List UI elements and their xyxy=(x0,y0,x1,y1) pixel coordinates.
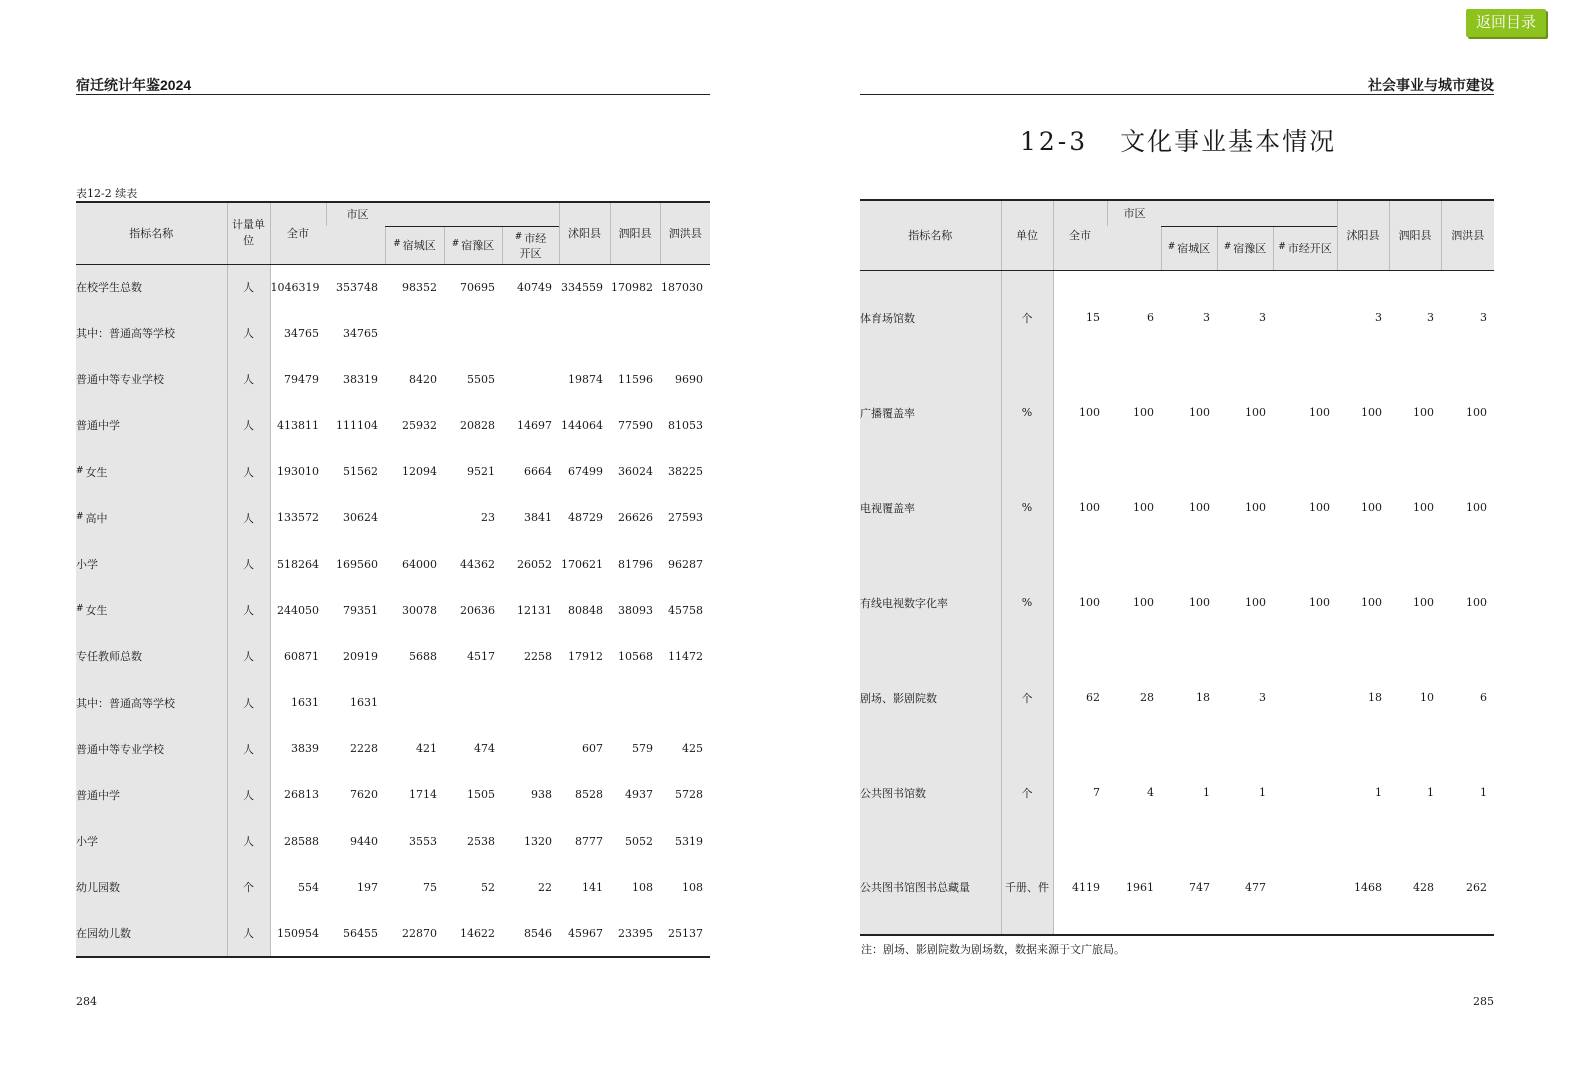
table-cell: 100 xyxy=(1245,596,1266,609)
table-row xyxy=(76,402,710,448)
table-cell: 100 xyxy=(1309,596,1330,609)
table-cell: 98352 xyxy=(402,280,437,294)
table-cell: 44362 xyxy=(460,557,495,571)
table-cell: 334559 xyxy=(561,280,603,294)
table-cell: 1961 xyxy=(1107,840,1161,935)
table-cell: 20828 xyxy=(460,418,495,432)
row-unit: 个 xyxy=(1001,745,1053,840)
table-cell: 52 xyxy=(481,880,495,894)
table-row xyxy=(76,310,710,356)
table-cell: 1 xyxy=(1427,786,1434,799)
row-unit: 人 xyxy=(227,726,270,772)
table-cell: 169560 xyxy=(336,557,378,571)
table-cell: 2258 xyxy=(524,649,552,663)
table-cell: 1 xyxy=(1259,786,1266,799)
table-cell: 1631 xyxy=(350,696,378,710)
table-cell: 28588 xyxy=(284,834,319,848)
table-row xyxy=(860,460,1494,555)
table-cell: 80848 xyxy=(568,603,603,617)
table-cell xyxy=(444,680,502,726)
table-cell: 2538 xyxy=(467,834,495,848)
table-cell: 60871 xyxy=(284,649,319,663)
header-indicator-name: 指标名称 xyxy=(860,200,1001,270)
table-cell: 1046319 xyxy=(270,280,320,294)
table-cell: 56455 xyxy=(326,910,385,956)
right-header-rule xyxy=(860,94,1494,95)
header-suyu: # 宿豫区 xyxy=(444,226,502,264)
table-cell: 22 xyxy=(538,880,552,894)
table-cell xyxy=(444,310,502,356)
table-cell: 3 xyxy=(1427,311,1434,325)
table-cell: 38319 xyxy=(343,372,378,386)
row-label: 小学 xyxy=(76,541,227,587)
table-cell: 6664 xyxy=(524,465,552,479)
header-unit: 单位 xyxy=(1001,200,1053,270)
table-cell: 5052 xyxy=(625,834,653,848)
table-cell xyxy=(502,680,559,726)
table-cell: 477 xyxy=(1217,840,1273,935)
table-cell: 11472 xyxy=(668,649,703,663)
row-label: 公共图书馆图书总藏量 xyxy=(860,840,1001,935)
education-table xyxy=(76,201,710,958)
table-cell: 1631 xyxy=(291,696,319,710)
table-cell: 23395 xyxy=(610,910,660,956)
right-running-head: 社会事业与城市建设 xyxy=(1368,77,1494,93)
table-cell: 18 xyxy=(1368,691,1382,704)
table-cell: 11596 xyxy=(618,372,653,386)
table-cell: 111104 xyxy=(336,418,378,432)
table-cell: 100 xyxy=(1413,406,1434,419)
table-cell: 3839 xyxy=(291,742,319,756)
table-cell: 518264 xyxy=(277,557,319,571)
table-cell: 4 xyxy=(1147,786,1154,799)
table-cell: 3 xyxy=(1203,311,1210,325)
table-cell: 170621 xyxy=(561,557,603,571)
table-row xyxy=(76,587,710,633)
header-urban-spacer xyxy=(1107,226,1161,270)
table-cell: 141 xyxy=(582,880,603,894)
table-cell: 1 xyxy=(1375,786,1382,799)
table-cell xyxy=(502,726,559,772)
table-cell: 100 xyxy=(1245,501,1266,514)
row-unit: 人 xyxy=(227,818,270,864)
header-sihong: 泗洪县 xyxy=(660,202,710,264)
table-cell: 9690 xyxy=(675,372,703,386)
table-cell: 5505 xyxy=(467,372,495,386)
table-cell: 3553 xyxy=(409,834,437,848)
table-cell: 15 xyxy=(1086,311,1100,325)
row-unit: 人 xyxy=(227,910,270,956)
table-cell: 100 xyxy=(1361,406,1382,419)
table-row xyxy=(76,449,710,495)
table-cell: 3 xyxy=(1480,311,1487,325)
table-cell: 9440 xyxy=(350,834,378,848)
table-cell: 474 xyxy=(474,742,495,756)
table-cell: 81053 xyxy=(668,418,703,432)
table-cell: 30624 xyxy=(343,511,378,525)
table-cell: 67499 xyxy=(568,465,603,479)
table-cell: 193010 xyxy=(277,465,319,479)
table-cell: 14697 xyxy=(517,418,552,432)
table-row xyxy=(76,818,710,864)
table-cell: 10568 xyxy=(618,649,653,663)
row-unit: 人 xyxy=(227,264,270,310)
table-cell: 262 xyxy=(1441,840,1494,935)
table-cell: 20636 xyxy=(460,603,495,617)
header-sihong: 泗洪县 xyxy=(1441,200,1494,270)
row-unit: 人 xyxy=(227,772,270,818)
row-label: 剧场、影剧院数 xyxy=(860,650,1001,745)
row-unit: 人 xyxy=(227,541,270,587)
table-cell xyxy=(385,310,444,356)
header-all-city: 全市 xyxy=(270,202,326,264)
table-cell: 25932 xyxy=(402,418,437,432)
table-cell: 8546 xyxy=(502,910,559,956)
table-note: 注：剧场、影剧院数为剧场数，数据来源于文广旅局。 xyxy=(861,943,1125,956)
table-cell: 28 xyxy=(1140,691,1154,704)
table-cell: 428 xyxy=(1389,840,1441,935)
row-unit: 人 xyxy=(227,356,270,402)
row-label: 普通中等专业学校 xyxy=(76,726,227,772)
table-cell: 6 xyxy=(1147,311,1154,325)
table-cell: 170982 xyxy=(611,280,653,294)
row-unit: % xyxy=(1001,365,1053,460)
table-cell: 79479 xyxy=(284,372,319,386)
culture-table xyxy=(860,199,1494,936)
row-unit: 人 xyxy=(227,449,270,495)
table-cell: 244050 xyxy=(277,603,319,617)
table-cell xyxy=(385,495,444,541)
table-row xyxy=(76,726,710,772)
row-label: # 女生 xyxy=(76,587,227,633)
table-cell: 100 xyxy=(1189,406,1210,419)
table-row xyxy=(76,541,710,587)
table-cell xyxy=(559,680,610,726)
page-title: 12-3 文化事业基本情况 xyxy=(1020,127,1337,156)
row-unit: 人 xyxy=(227,402,270,448)
header-suchen: # 宿城区 xyxy=(1161,226,1217,270)
table-cell: 8420 xyxy=(409,372,437,386)
table-cell: 8777 xyxy=(575,834,603,848)
table-cell: 10 xyxy=(1420,691,1434,704)
table-cell: 413811 xyxy=(277,418,319,432)
header-econ-zone: # 市经 开区 xyxy=(502,226,559,264)
row-unit: 个 xyxy=(1001,270,1053,365)
table-cell: 100 xyxy=(1466,596,1487,609)
header-all-city: 全市 xyxy=(1053,200,1107,270)
table-cell: 4517 xyxy=(467,649,495,663)
table-cell: 100 xyxy=(1466,501,1487,514)
table-cell: 579 xyxy=(632,742,653,756)
row-label: 专任教师总数 xyxy=(76,633,227,679)
table-cell: 607 xyxy=(582,742,603,756)
table-cell: 100 xyxy=(1466,406,1487,419)
table-row xyxy=(860,745,1494,840)
table-cell: 747 xyxy=(1161,840,1217,935)
table-cell: 133572 xyxy=(277,511,319,525)
table-cell: 1 xyxy=(1203,786,1210,799)
row-label: 其中：普通高等学校 xyxy=(76,310,227,356)
left-page-number: 284 xyxy=(76,995,97,1008)
table-cell: 9521 xyxy=(467,465,495,479)
table-cell: 64000 xyxy=(402,557,437,571)
row-label: 体育场馆数 xyxy=(860,270,1001,365)
table-cell: 30078 xyxy=(402,603,437,617)
table-cell: 5728 xyxy=(675,788,703,802)
table-cell: 144064 xyxy=(561,418,603,432)
table-row xyxy=(76,356,710,402)
table-row xyxy=(76,264,710,310)
table-cell: 34765 xyxy=(343,326,378,340)
table-cell: 23 xyxy=(481,511,495,525)
table-cell xyxy=(385,680,444,726)
table-cell xyxy=(559,310,610,356)
table-cell: 1505 xyxy=(467,788,495,802)
table-cell: 100 xyxy=(1079,596,1100,609)
table-cell: 45967 xyxy=(559,910,610,956)
row-unit: 人 xyxy=(227,680,270,726)
table-cell: 100 xyxy=(1361,501,1382,514)
table-row xyxy=(860,650,1494,745)
header-indicator-name: 指标名称 xyxy=(76,202,227,264)
row-label: 广播覆盖率 xyxy=(860,365,1001,460)
table-cell: 2228 xyxy=(350,742,378,756)
table-cell: 40749 xyxy=(517,280,552,294)
table-cell: 7620 xyxy=(350,788,378,802)
row-unit: 个 xyxy=(227,864,270,910)
row-unit: % xyxy=(1001,555,1053,650)
table-cell: 62 xyxy=(1086,691,1100,704)
table-cell xyxy=(1273,745,1337,840)
table-cell: 26052 xyxy=(517,557,552,571)
table-cell: 17912 xyxy=(568,649,603,663)
table-cell: 45758 xyxy=(668,603,703,617)
table-cell: 12131 xyxy=(517,603,552,617)
table-cell xyxy=(502,310,559,356)
table-cell: 4937 xyxy=(625,788,653,802)
table-cell: 5688 xyxy=(409,649,437,663)
header-siyang: 泗阳县 xyxy=(610,202,660,264)
table-row xyxy=(76,772,710,818)
left-header-rule xyxy=(76,94,710,95)
row-label: 在园幼儿数 xyxy=(76,910,227,956)
table-cell: 353748 xyxy=(336,280,378,294)
header-shuyang: 沭阳县 xyxy=(1337,200,1389,270)
row-unit: 人 xyxy=(227,587,270,633)
table-cell: 100 xyxy=(1133,501,1154,514)
row-unit: 人 xyxy=(227,310,270,356)
continuation-label: 表12-2 续表 xyxy=(76,187,138,200)
row-unit: % xyxy=(1001,460,1053,555)
table-cell: 197 xyxy=(357,880,378,894)
table-cell: 1468 xyxy=(1337,840,1389,935)
table-cell: 100 xyxy=(1413,501,1434,514)
table-cell: 100 xyxy=(1245,406,1266,419)
row-unit: 人 xyxy=(227,495,270,541)
table-cell: 38093 xyxy=(618,603,653,617)
row-label: 幼儿园数 xyxy=(76,864,227,910)
table-cell: 100 xyxy=(1309,406,1330,419)
row-label: # 女生 xyxy=(76,449,227,495)
table-row xyxy=(76,910,710,956)
table-cell xyxy=(1273,840,1337,935)
row-label: 普通中等专业学校 xyxy=(76,356,227,402)
table-cell: 14622 xyxy=(444,910,502,956)
table-cell: 3 xyxy=(1375,311,1382,325)
table-cell: 3841 xyxy=(524,511,552,525)
table-cell: 6 xyxy=(1480,691,1487,704)
table-cell: 25137 xyxy=(660,910,710,956)
table-cell: 7 xyxy=(1093,786,1100,799)
table-cell: 51562 xyxy=(343,465,378,479)
table-cell: 34765 xyxy=(284,326,319,340)
header-suchen: # 宿城区 xyxy=(385,226,444,264)
table-cell: 425 xyxy=(682,742,703,756)
table-cell: 100 xyxy=(1361,596,1382,609)
row-label: 小学 xyxy=(76,818,227,864)
row-label: 其中：普通高等学校 xyxy=(76,680,227,726)
table-cell: 36024 xyxy=(618,465,653,479)
table-cell: 1320 xyxy=(524,834,552,848)
table-cell: 421 xyxy=(416,742,437,756)
header-urban: 市区 xyxy=(326,202,559,226)
table-row xyxy=(76,680,710,726)
table-cell: 100 xyxy=(1133,406,1154,419)
table-cell: 8528 xyxy=(575,788,603,802)
table-cell: 4119 xyxy=(1053,840,1107,935)
table-cell: 100 xyxy=(1189,596,1210,609)
table-cell xyxy=(1273,270,1337,365)
table-cell: 3 xyxy=(1259,311,1266,325)
table-cell: 79351 xyxy=(343,603,378,617)
row-label: 公共图书馆数 xyxy=(860,745,1001,840)
table-cell xyxy=(502,356,559,402)
table-cell: 20919 xyxy=(343,649,378,663)
header-unit: 计量单位 xyxy=(227,202,270,264)
table-cell: 18 xyxy=(1196,691,1210,704)
right-page-number: 285 xyxy=(1473,995,1494,1008)
row-unit: 个 xyxy=(1001,650,1053,745)
table-cell: 26626 xyxy=(618,511,653,525)
table-cell xyxy=(610,680,660,726)
row-label: 电视覆盖率 xyxy=(860,460,1001,555)
table-row xyxy=(76,633,710,679)
table-cell: 12094 xyxy=(402,465,437,479)
table-row xyxy=(860,270,1494,365)
table-cell: 108 xyxy=(682,880,703,894)
left-running-head: 宿迁统计年鉴2024 xyxy=(76,77,192,93)
table-row xyxy=(76,864,710,910)
row-label: # 高中 xyxy=(76,495,227,541)
header-urban-spacer xyxy=(326,226,385,264)
table-cell: 77590 xyxy=(618,418,653,432)
table-cell: 3 xyxy=(1259,691,1266,704)
header-shuyang: 沭阳县 xyxy=(559,202,610,264)
table-cell: 27593 xyxy=(668,511,703,525)
table-cell: 70695 xyxy=(460,280,495,294)
table-cell: 938 xyxy=(531,788,552,802)
table-cell xyxy=(660,310,710,356)
table-cell xyxy=(660,680,710,726)
table-cell: 100 xyxy=(1079,406,1100,419)
table-cell: 48729 xyxy=(568,511,603,525)
table-cell: 100 xyxy=(1079,501,1100,514)
table-cell: 26813 xyxy=(284,788,319,802)
table-cell: 1 xyxy=(1480,786,1487,799)
table-cell: 108 xyxy=(632,880,653,894)
table-cell: 100 xyxy=(1309,501,1330,514)
table-cell: 100 xyxy=(1413,596,1434,609)
header-siyang: 泗阳县 xyxy=(1389,200,1441,270)
row-unit: 千册、件 xyxy=(1001,840,1053,935)
header-econ-zone: # 市经开区 xyxy=(1273,226,1337,270)
table-cell: 5319 xyxy=(675,834,703,848)
table-cell: 81796 xyxy=(618,557,653,571)
table-cell: 96287 xyxy=(668,557,703,571)
header-suyu: # 宿豫区 xyxy=(1217,226,1273,270)
table-cell xyxy=(610,310,660,356)
table-row xyxy=(860,555,1494,650)
row-unit: 人 xyxy=(227,633,270,679)
table-cell: 554 xyxy=(298,880,319,894)
header-urban: 市区 xyxy=(1107,200,1337,226)
table-cell xyxy=(1273,650,1337,745)
table-cell: 75 xyxy=(423,880,437,894)
table-cell: 1714 xyxy=(409,788,437,802)
back-to-contents-button[interactable]: 返回目录 xyxy=(1466,9,1546,37)
row-label: 在校学生总数 xyxy=(76,264,227,310)
row-label: 普通中学 xyxy=(76,402,227,448)
table-row xyxy=(860,840,1494,935)
row-label: 有线电视数字化率 xyxy=(860,555,1001,650)
table-cell: 22870 xyxy=(385,910,444,956)
table-cell: 19874 xyxy=(568,372,603,386)
table-cell: 100 xyxy=(1133,596,1154,609)
row-label: 普通中学 xyxy=(76,772,227,818)
table-cell: 150954 xyxy=(270,910,326,956)
table-row xyxy=(76,495,710,541)
table-cell: 187030 xyxy=(661,280,703,294)
table-cell: 100 xyxy=(1189,501,1210,514)
table-cell: 38225 xyxy=(668,465,703,479)
table-row xyxy=(860,365,1494,460)
